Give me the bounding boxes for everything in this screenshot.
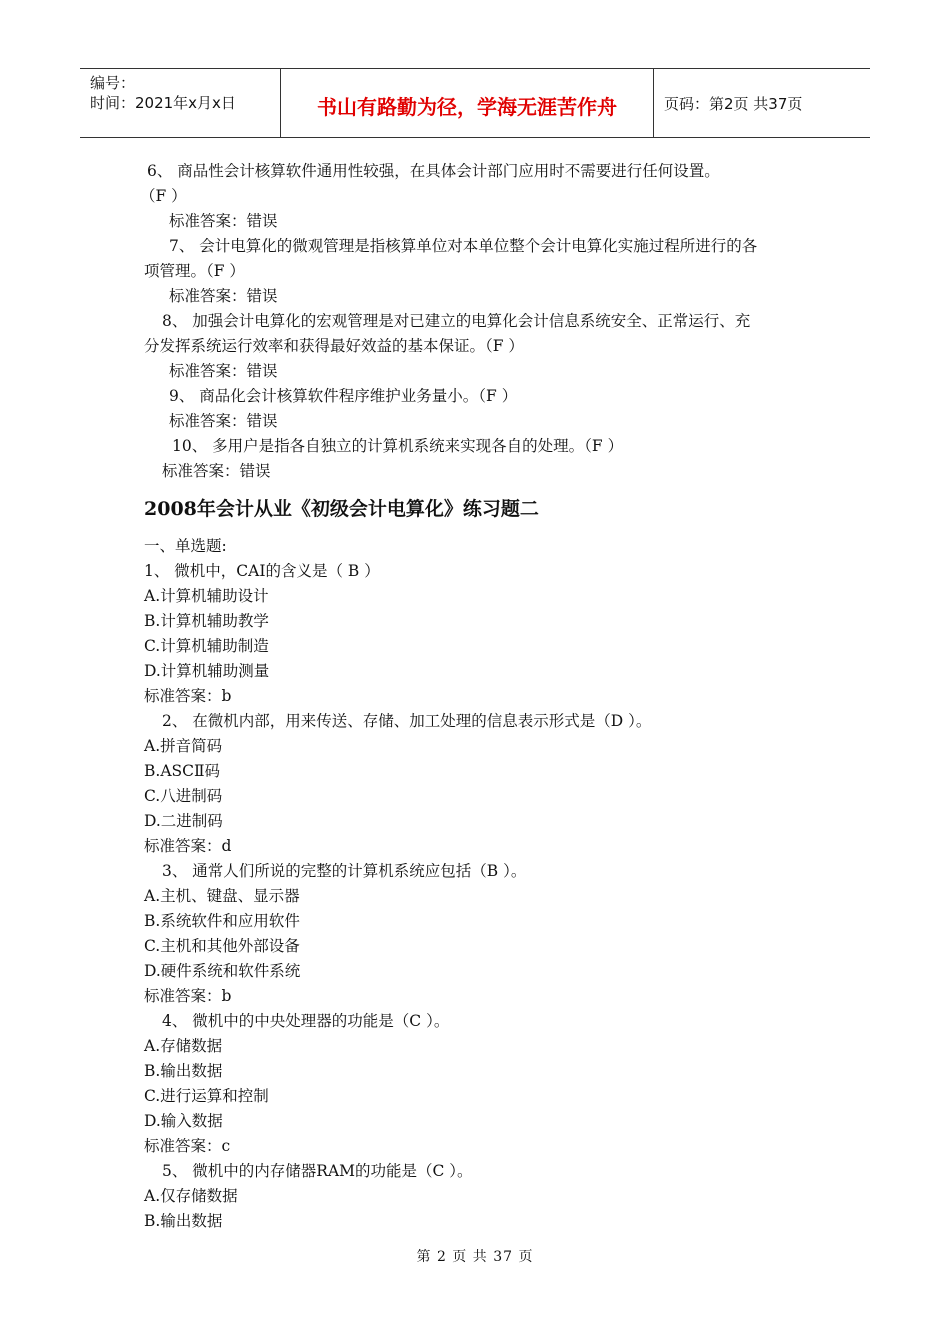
answer-text-q7: 标准答案：错误 <box>169 287 278 305</box>
answer-text: 标准答案：c <box>144 1137 231 1155</box>
question-text: 4、 微机中的中央处理器的功能是（C ）。 <box>162 1012 450 1030</box>
option-text: B.计算机辅助教学 <box>144 612 269 630</box>
question-text-q7: 7、 会计电算化的微观管理是指核算单位对本单位整个会计电算化实施过程所进行的各 <box>169 237 758 255</box>
header-page-info: 页码：第2页 共37页 <box>664 95 803 113</box>
answer-text: 标准答案：b <box>144 687 232 705</box>
header-motto: 书山有路勤为径，学海无涯苦作舟 <box>317 95 617 119</box>
option-text: A.拼音简码 <box>144 737 223 755</box>
section-title: 2008年会计从业《初级会计电算化》练习题二 <box>144 498 539 520</box>
option-text: C.进行运算和控制 <box>144 1087 269 1105</box>
option-text: C.八进制码 <box>144 787 223 805</box>
option-text: A.仅存储数据 <box>144 1187 238 1205</box>
question-text-q6-cont: （F ） <box>140 187 187 205</box>
question-text-q9: 9、 商品化会计核算软件程序维护业务量小。（F ） <box>169 387 518 405</box>
option-text: C.主机和其他外部设备 <box>144 937 300 955</box>
question-text: 1、 微机中，CAI的含义是（ B ） <box>144 562 380 580</box>
question-text-q8-cont: 分发挥系统运行效率和获得最好效益的基本保证。（F ） <box>144 337 524 355</box>
header-right-cell <box>654 69 870 137</box>
question-text: 3、 通常人们所说的完整的计算机系统应包括（B ）。 <box>162 862 527 880</box>
answer-text-q10: 标准答案：错误 <box>162 462 271 480</box>
option-text: D.计算机辅助测量 <box>144 662 270 680</box>
answer-text: 标准答案：b <box>144 987 232 1005</box>
option-text: B.输出数据 <box>144 1212 223 1230</box>
answer-text-q8: 标准答案：错误 <box>169 362 278 380</box>
option-text: D.输入数据 <box>144 1112 223 1130</box>
answer-text-q6: 标准答案：错误 <box>169 212 278 230</box>
question-text-q8: 8、 加强会计电算化的宏观管理是对已建立的电算化会计信息系统安全、正常运行、充 <box>162 312 751 330</box>
header-left-cell <box>80 69 281 137</box>
document-time-label: 时间：2021年x月x日 <box>90 94 236 112</box>
question-text-q10: 10、 多用户是指各自独立的计算机系统来实现各自的处理。（F ） <box>172 437 624 455</box>
option-text: B.输出数据 <box>144 1062 223 1080</box>
option-text: C.计算机辅助制造 <box>144 637 269 655</box>
section-heading: 一、单选题: <box>144 537 227 555</box>
page-footer: 第 2 页 共 37 页 <box>416 1249 534 1265</box>
option-text: D.二进制码 <box>144 812 223 830</box>
option-text: A.计算机辅助设计 <box>144 587 269 605</box>
question-text-q6: 6、 商品性会计核算软件通用性较强，在具体会计部门应用时不需要进行任何设置。 <box>147 162 720 180</box>
question-text-q7-cont: 项管理。（F ） <box>144 262 245 280</box>
answer-text: 标准答案：d <box>144 837 232 855</box>
question-text: 5、 微机中的内存储器RAM的功能是（C ）。 <box>162 1162 473 1180</box>
header-middle-cell <box>281 69 654 137</box>
page-header <box>80 68 870 138</box>
option-text: B.ASCⅡ码 <box>144 762 221 780</box>
option-text: A.主机、键盘、显示器 <box>144 887 300 905</box>
question-text: 2、 在微机内部，用来传送、存储、加工处理的信息表示形式是（D ）。 <box>162 712 652 730</box>
answer-text-q9: 标准答案：错误 <box>169 412 278 430</box>
option-text: B.系统软件和应用软件 <box>144 912 300 930</box>
document-number-label: 编号： <box>90 74 136 92</box>
option-text: A.存储数据 <box>144 1037 223 1055</box>
option-text: D.硬件系统和软件系统 <box>144 962 301 980</box>
